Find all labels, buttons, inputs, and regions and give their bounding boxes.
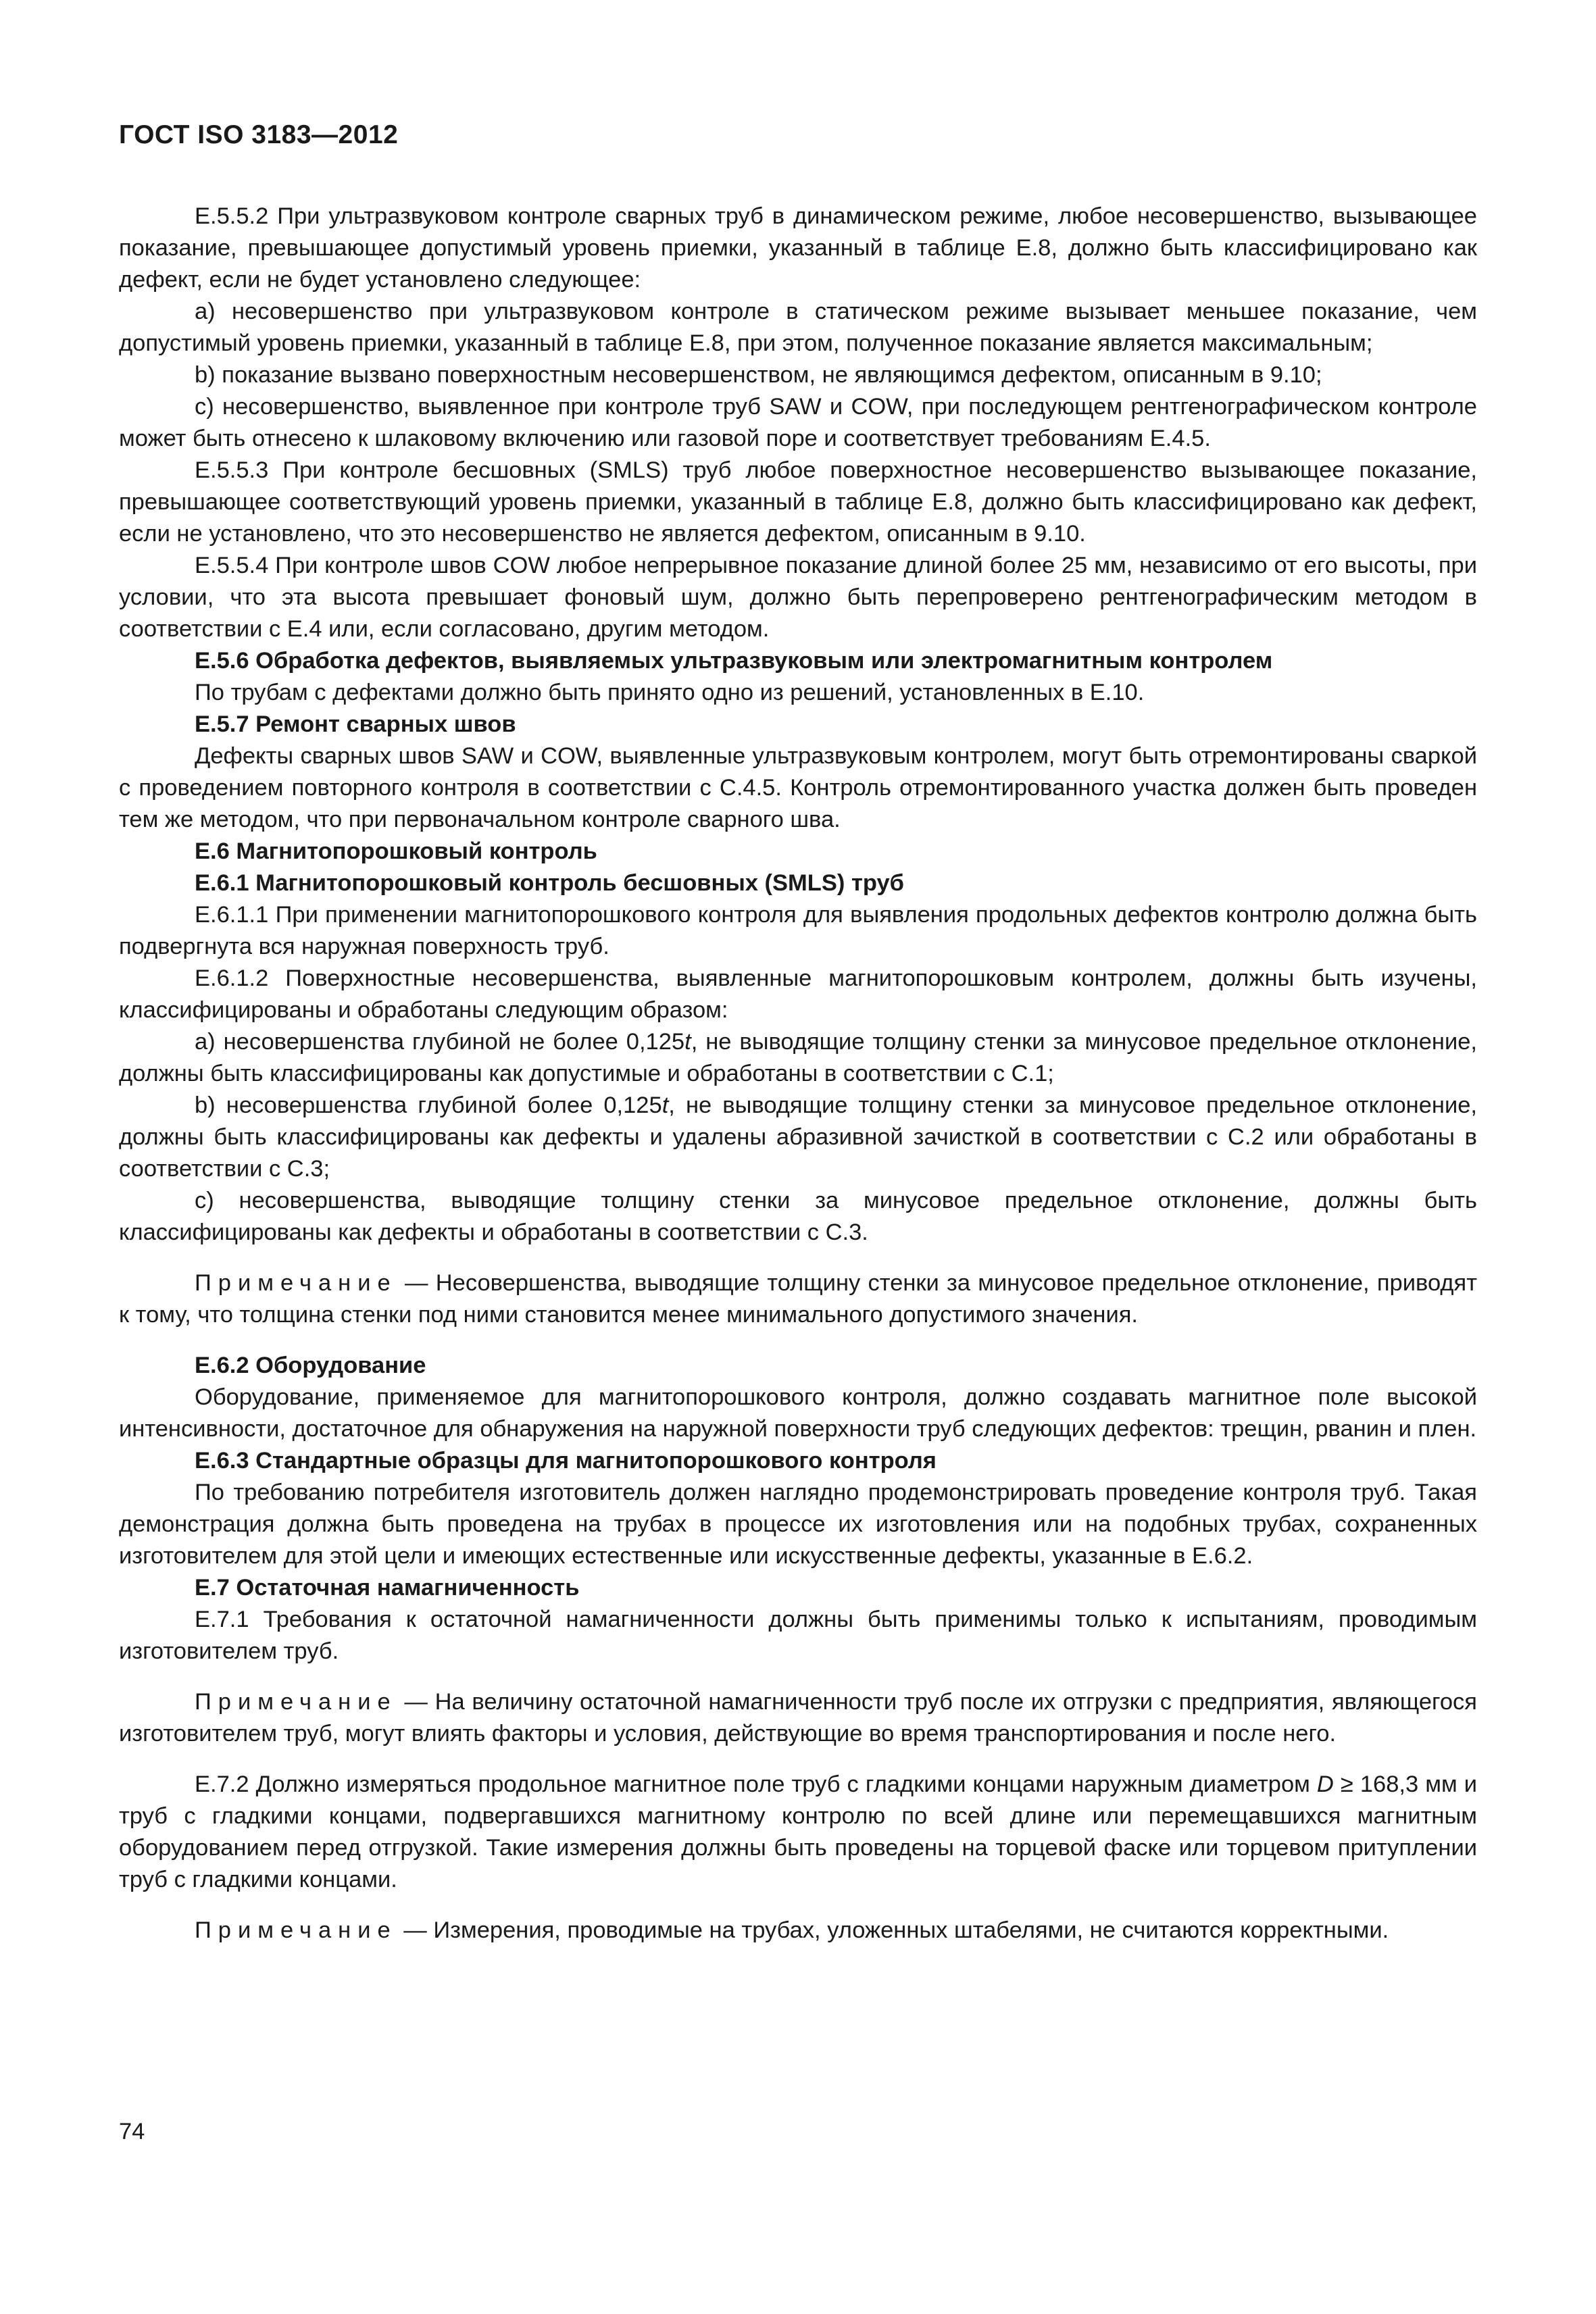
note-2 [119, 1686, 1477, 1750]
note-3 [119, 1915, 1477, 1946]
list-item-a: a) несовершенство при ультразвуковом контроле в статическом режиме вызывает меньшее показание, чем допустимый уровень приемки, указанный в таблице Е.8, при этом, полученное показание является максимальным; [119, 299, 1477, 356]
paragraph-e6-1-1: Е.6.1.1 При применении магнитопорошкового контроля для выявления продольных дефектов контролю должна быть подвергнута вся наружная поверхность труб. [119, 902, 1477, 959]
italic-symbol: t [684, 1029, 691, 1055]
list-item-c-e6: c) несовершенства, выводящие толщину стенки за минусовое предельное отклонение, должны быть классифицированы как дефекты и обработаны в соответствии с С.3. [119, 1188, 1477, 1245]
paragraph-e5-5-2: Е.5.5.2 При ультразвуковом контроле сварных труб в динамическом режиме, любое несовершенство, вызывающее показание, превышающее допустимый уровень приемки, указанный в таблице Е.8, должно быть классифицировано как дефект, если не будет установлено следующее: [119, 203, 1477, 293]
section-heading-e7: Е.7 Остаточная намагниченность [195, 1575, 580, 1601]
section-heading-e6-3: Е.6.3 Стандартные образцы для магнитопорошкового контроля [195, 1448, 937, 1474]
list-item-a-e6 [119, 1026, 1477, 1090]
list-item-b-e6 [119, 1090, 1477, 1185]
section-heading-e6-2: Е.6.2 Оборудование [195, 1353, 426, 1378]
list-item-c: c) несовершенство, выявленное при контроле труб SAW и COW, при последующем рентгенографическом контроле может быть отнесено к шлаковому включению или газовой поре и соответствует требованиям Е.4.5. [119, 394, 1477, 451]
italic-symbol: t [662, 1092, 669, 1118]
section-heading-e6-1: Е.6.1 Магнитопорошковый контроль бесшовных (SMLS) труб [195, 870, 904, 896]
page-number: 74 [119, 2119, 145, 2144]
text-span: , не выводящие толщину стенки за минусовое предельное отклонение, должны быть классифицированы как дефекты и удалены абразивной зачисткой в соответствии с С.2 или обработаны в соответствии с С.3; [119, 1092, 1477, 1182]
note-1 [119, 1267, 1477, 1331]
paragraph-e7-2 [119, 1769, 1477, 1896]
note-label: Примечание [195, 1917, 397, 1943]
paragraph-e5-5-4: Е.5.5.4 При контроле швов COW любое непрерывное показание длиной более 25 мм, независимо от его высоты, при условии, что эта высота превышает фоновый шум, должно быть перепроверено рентгенографическим методом в соответствии с Е.4 или, если согласовано, другим методом. [119, 553, 1477, 642]
text-span: a) несовершенства глубиной не более 0,125 [195, 1029, 685, 1055]
note-text: — Несовершенства, выводящие толщину стенки за минусовое предельное отклонение, приводят к тому, что толщина стенки под ними становится менее минимального допустимого значения. [119, 1270, 1477, 1328]
note-label: Примечание [195, 1270, 397, 1296]
italic-symbol: D [1316, 1771, 1334, 1797]
note-label: Примечание [195, 1689, 397, 1715]
section-heading-e6: Е.6 Магнитопорошковый контроль [195, 838, 597, 864]
paragraph-e5-6-body: По трубам с дефектами должно быть принято одно из решений, установленных в Е.10. [195, 680, 1145, 705]
note-text: — На величину остаточной намагниченности труб после их отгрузки с предприятия, являющегося изготовителем труб, могут влиять факторы и условия, действующие во время транспортирования и после него. [119, 1689, 1477, 1746]
note-text: — Измерения, проводимые на трубах, уложенных штабелями, не считаются корректными. [397, 1917, 1389, 1943]
text-span: Е.7.2 Должно измеряться продольное магнитное поле труб с гладкими концами наружным диаметром [195, 1771, 1317, 1797]
section-heading-e5-6: Е.5.6 Обработка дефектов, выявляемых ультразвуковым или электромагнитным контролем [195, 648, 1273, 674]
document-body [119, 201, 1477, 1965]
text-span: ≥ 168,3 мм и труб с гладкими концами, подвергавшихся магнитному контролю по всей длине или перемещавшихся магнитным оборудованием перед отгрузкой. Такие измерения должны быть проведены на торцевой фаске или торцевом притуплении труб с гладкими концами. [119, 1771, 1477, 1892]
paragraph-e6-2-body: Оборудование, применяемое для магнитопорошкового контроля, должно создавать магнитное поле высокой интенсивности, достаточное для обнаружения на наружной поверхности труб следующих дефектов: трещин, рванин и плен. [119, 1384, 1477, 1442]
section-heading-e5-7: Е.5.7 Ремонт сварных швов [195, 711, 516, 737]
list-item-b: b) показание вызвано поверхностным несовершенством, не являющимся дефектом, описанным в 9.10; [195, 362, 1322, 388]
paragraph-e7-1: Е.7.1 Требования к остаточной намагниченности должны быть применимы только к испытаниям, проводимым изготовителем труб. [119, 1607, 1477, 1664]
paragraph-e5-7-body: Дефекты сварных швов SAW и COW, выявленные ультразвуковым контролем, могут быть отремонтированы сваркой с проведением повторного контроля в соответствии с С.4.5. Контроль отремонтированного участка должен быть проведен тем же методом, что при первоначальном контроле сварного шва. [119, 743, 1477, 832]
text-span: , не выводящие толщину стенки за минусовое предельное отклонение, должны быть классифицированы как допустимые и обработаны в соответствии с С.1; [119, 1029, 1477, 1086]
document-header: ГОСТ ISO 3183—2012 [119, 120, 399, 149]
text-span: b) несовершенства глубиной более 0,125 [195, 1092, 662, 1118]
paragraph-e6-1-2: Е.6.1.2 Поверхностные несовершенства, выявленные магнитопорошковым контролем, должны быть изучены, классифицированы и обработаны следующим образом: [119, 965, 1477, 1023]
paragraph-e6-3-body: По требованию потребителя изготовитель должен наглядно продемонстрировать проведение контроля труб. Такая демонстрация должна быть проведена на трубах в процессе их изготовления или на подобных трубах, сохраненных изготовителем для этой цели и имеющих естественные или искусственные дефекты, указанные в Е.6.2. [119, 1480, 1477, 1569]
paragraph-e5-5-3: Е.5.5.3 При контроле бесшовных (SMLS) труб любое поверхностное несовершенство вызывающее показание, превышающее соответствующий уровень приемки, указанный в таблице Е.8, должно быть классифицировано как дефект, если не установлено, что это несовершенство не является дефектом, описанным в 9.10. [119, 457, 1477, 547]
